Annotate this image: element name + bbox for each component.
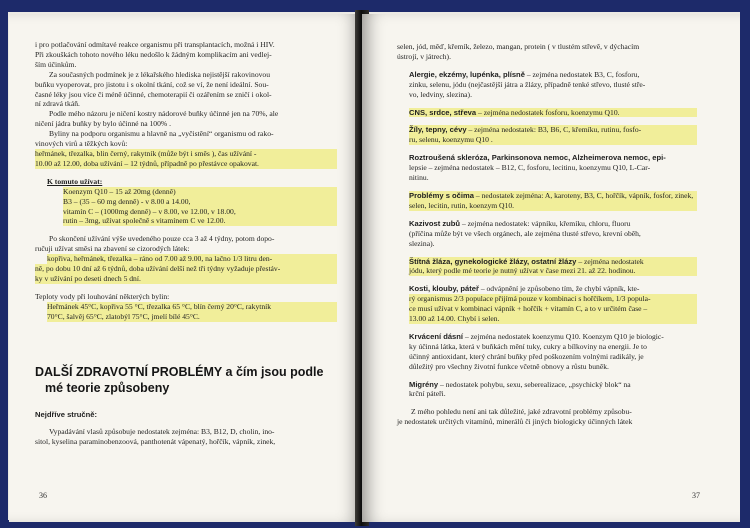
entry-term: Žíly, tepny, cévy [409,125,467,135]
text-line-highlighted: ně, po dobu 10 dní až 6 týdnů, doba užívání delší než tři týdny vyžaduje přestáv- [35,264,337,274]
usage-item: vitamín C – (1000mg denně) – v 8.00, ve 12.00, v 18.00, [63,207,337,217]
entry-term: Roztroušená skleróza, Parkinsonova nemoc, Alzheimerova nemoc, epi- [409,153,666,163]
entry-term: Štítná žláza, gynekologické žlázy, ostatní žlázy [409,256,577,266]
intro-paragraph [35,40,337,70]
water-temp-title: Teploty vody při louhování některých bylin: [35,291,170,301]
entry-term: Kazivost zubů [409,218,461,228]
entry-text: důležitý pro všechny životní funkce včetně obnovy a růstu buněk. [409,361,609,371]
entry-text: – zejména nedostatek: vápníku, křemíku, chloru, fluoru [461,218,631,228]
book-cover-right [740,0,750,528]
entry-text: nitinu. [409,173,429,183]
left-page-text [35,40,337,447]
entry-text: ky účinná látka, která v buňkách mění tuky, cukry a bílkoviny na energii. Je to [409,341,647,351]
entry-text: – zejména nedostatek koenzymu Q10. Koenzym Q10 je biologic- [464,331,664,341]
entry-cns [409,108,697,118]
entry-text: vo, ledviny, slezina). [409,89,472,99]
entry-text: – zejména nedostatek: B3, B6, C, křemíku, rutinu, fosfo- [468,125,642,135]
entry-text: – zejména nedostatek [578,256,644,266]
entry-migraine [409,380,697,400]
text-line: Z mého pohledu není ani tak důležité, jaké zdravotní problémy způsobu- [411,407,632,417]
entry-term: Krvácení dásní [409,331,464,341]
section-heading: DALŠÍ ZDRAVOTNÍ PROBLÉMY a čím jsou podle [35,364,324,379]
text-line-highlighted: 10.00 až 12.00, doba užívání – 12 týdnů, případně po přestávce opakovat. [35,159,337,169]
paragraph-hair [35,427,337,447]
paragraph-opinion [35,109,337,129]
text-line: vinových virů a těžkých kovů: [35,139,128,149]
page-number: 37 [692,491,700,500]
entry-text: – nedostatek pohybu, sexu, seberealizace, „psychický blok“ na [440,379,631,389]
entry-text: – zejména nedostatek B3, C, fosforu, [526,69,640,79]
entry-text: účinný antioxidant, který chrání buňky před poškozením volnými radikály, je [409,351,644,361]
entry-text: – odvápnění je způsobeno tím, že chybí vápník, kte- [480,284,640,294]
text-line: Podle mého názoru je ničení kostry nádorové buňky účinné jen na 70%, ale [49,109,279,119]
paragraph-closing [397,407,697,427]
paragraph-herbs [35,129,337,169]
usage-list [63,187,337,227]
entry-gums [409,332,697,372]
entry-text: zinku, selenu, jódu (nejčastější játra a žlázy, případně tenké střevo, tlusté stře- [409,79,646,89]
entry-text: rý organismus 2/3 populace přijímá pouze v kombinaci s hořčíkem, 1/3 popula- [409,294,697,304]
entry-sclerosis [409,153,697,183]
entry-term: CNS, srdce, střeva [409,107,477,117]
usage-title: K tomuto užívat: [47,176,103,186]
entry-text: – nedostatek zejména: A, karoteny, B3, C, hořčík, vápník, fosfor, zinek, selen, lecitin, rutin, koenzym Q10. [409,190,694,210]
entry-thyroid [409,257,697,277]
usage-item: rutin – 3mg, užívat společně s vitamínem C ve 12.00. [63,216,337,226]
book-cover-top [0,0,750,12]
entry-term: Problémy s očima [409,190,474,200]
entry-term: Alergie, ekzémy, lupénka, plísně [409,69,525,79]
entry-text: 13.00 až 14.00. Chybí i selen. [409,314,697,324]
text-line: Po skončení užívání výše uvedeného pouze cca 3 až 4 týdny, potom dopo- [49,234,275,244]
right-page [362,14,740,522]
text-line: i pro potlačování odmítavé reakce organismu při transplantacích, možná i HIV. [35,40,275,49]
entry-text: ru, selenu, koenzymu Q10 . [409,135,697,145]
entry-teeth [409,219,697,249]
entry-bones [409,284,697,324]
text-line-highlighted: ky v užívání po deseti dnech 5 dní. [35,274,337,284]
entry-term: Kosti, klouby, páteř [409,284,479,294]
paragraph-surgery [35,70,337,110]
entry-text: lepsie – zejména nedostatek – B12, C, fosforu, lecitinu, koenzymu Q10, L-Car- [409,163,651,173]
text-line: buňku vyoperovat, pro jistotu i s okolní tkání, což se ví, že není ideální. Sou- [35,79,269,89]
text-line: ším účinkům. [35,59,77,69]
entry-text: (příčina může být ve všech orgánech, ale zejména tlusté střevo, krevní oběh, [409,228,641,238]
entry-text: krční páteři. [409,389,446,399]
text-line-highlighted: heřmánek, třezalka, blin černý, rakytník (může být i směs ), čas užívání - [35,149,337,159]
right-page-text [397,42,697,427]
usage-item: Koenzym Q10 – 15 až 20mg (denně) [63,187,337,197]
text-line-highlighted: 70°C, šalvěj 65°C, zlatobýl 75°C, jmelí bílé 45°C. [47,312,337,322]
text-line: sitol, kyselina paraminobenzoová, panthotenát vápenatý, hořčík, vápník, zinek, [35,437,276,447]
text-line: je nedostatek určitých vitamínů, minerálů či jiných biologicky účinných látek [397,417,633,427]
text-line-highlighted: kopřiva, heřmánek, třezalka – ráno od 7.00 až 9.00, na lačno 1/3 litru den- [47,254,337,264]
text-line: Při zkouškách tohoto nového léku nedošlo k žádným komplikacím ani vedlej- [35,49,272,59]
entry-term: Migrény [409,379,439,389]
entry-text: ce musí užívat v kombinaci vápník + hořčík + vitamín C, a to v určitém čase – [409,304,697,314]
usage-item: B3 – (35 – 60 mg denně) - v 8.00 a 14.00, [63,197,337,207]
entry-eyes [409,191,697,211]
entry-text: slezina). [409,238,435,248]
paragraph-followup [35,234,337,284]
text-line: Vypadávání vlasů způsobuje nedostatek zejména: B3, B12, D, cholin, ino- [49,427,275,437]
text-line: selen, jód, měď, křemík, železo, mangan, protein ( v tlustém střevě, v dýchacím [397,42,640,51]
text-line: ní zdravá tkáň. [35,99,80,109]
text-line: Za současných podmínek je z lékařského hlediska nejistější rakovinovou [49,69,271,79]
entry-veins [409,125,697,145]
text-line: ničení jádra buňky by bylo účinné na 100% . [35,119,172,129]
section-heading-cont: mé teorie způsobeny [45,380,170,395]
entry-allergy [409,70,697,100]
left-page [9,14,361,522]
text-line: časné léky jsou více či méně účinné, chemoterapií či ozářením se zničí i okol- [35,89,272,99]
text-line: Byliny na podporu organismu a hlavně na „vyčistění“ organismu od rako- [49,129,274,139]
entry-text: jódu, který podle mé teorie je nutný užívat v čase mezi 21. až 22. hodinou. [409,266,697,276]
text-line: ručuji užívat směsi na zbavení se cizorodých látek: [35,244,190,254]
page-number: 36 [39,491,47,500]
book-cover-left [0,0,8,528]
text-line-highlighted: Heřmánek 45°C, kopřiva 55 °C, třezalka 65 °C, blín černý 20°C, rakytník [47,302,337,312]
entry-text: – zejména nedostatek fosforu, koenzymu Q10. [478,107,620,117]
subheading: Nejdříve stručně: [35,409,98,419]
text-line: ústrojí, v játrech). [397,51,451,61]
